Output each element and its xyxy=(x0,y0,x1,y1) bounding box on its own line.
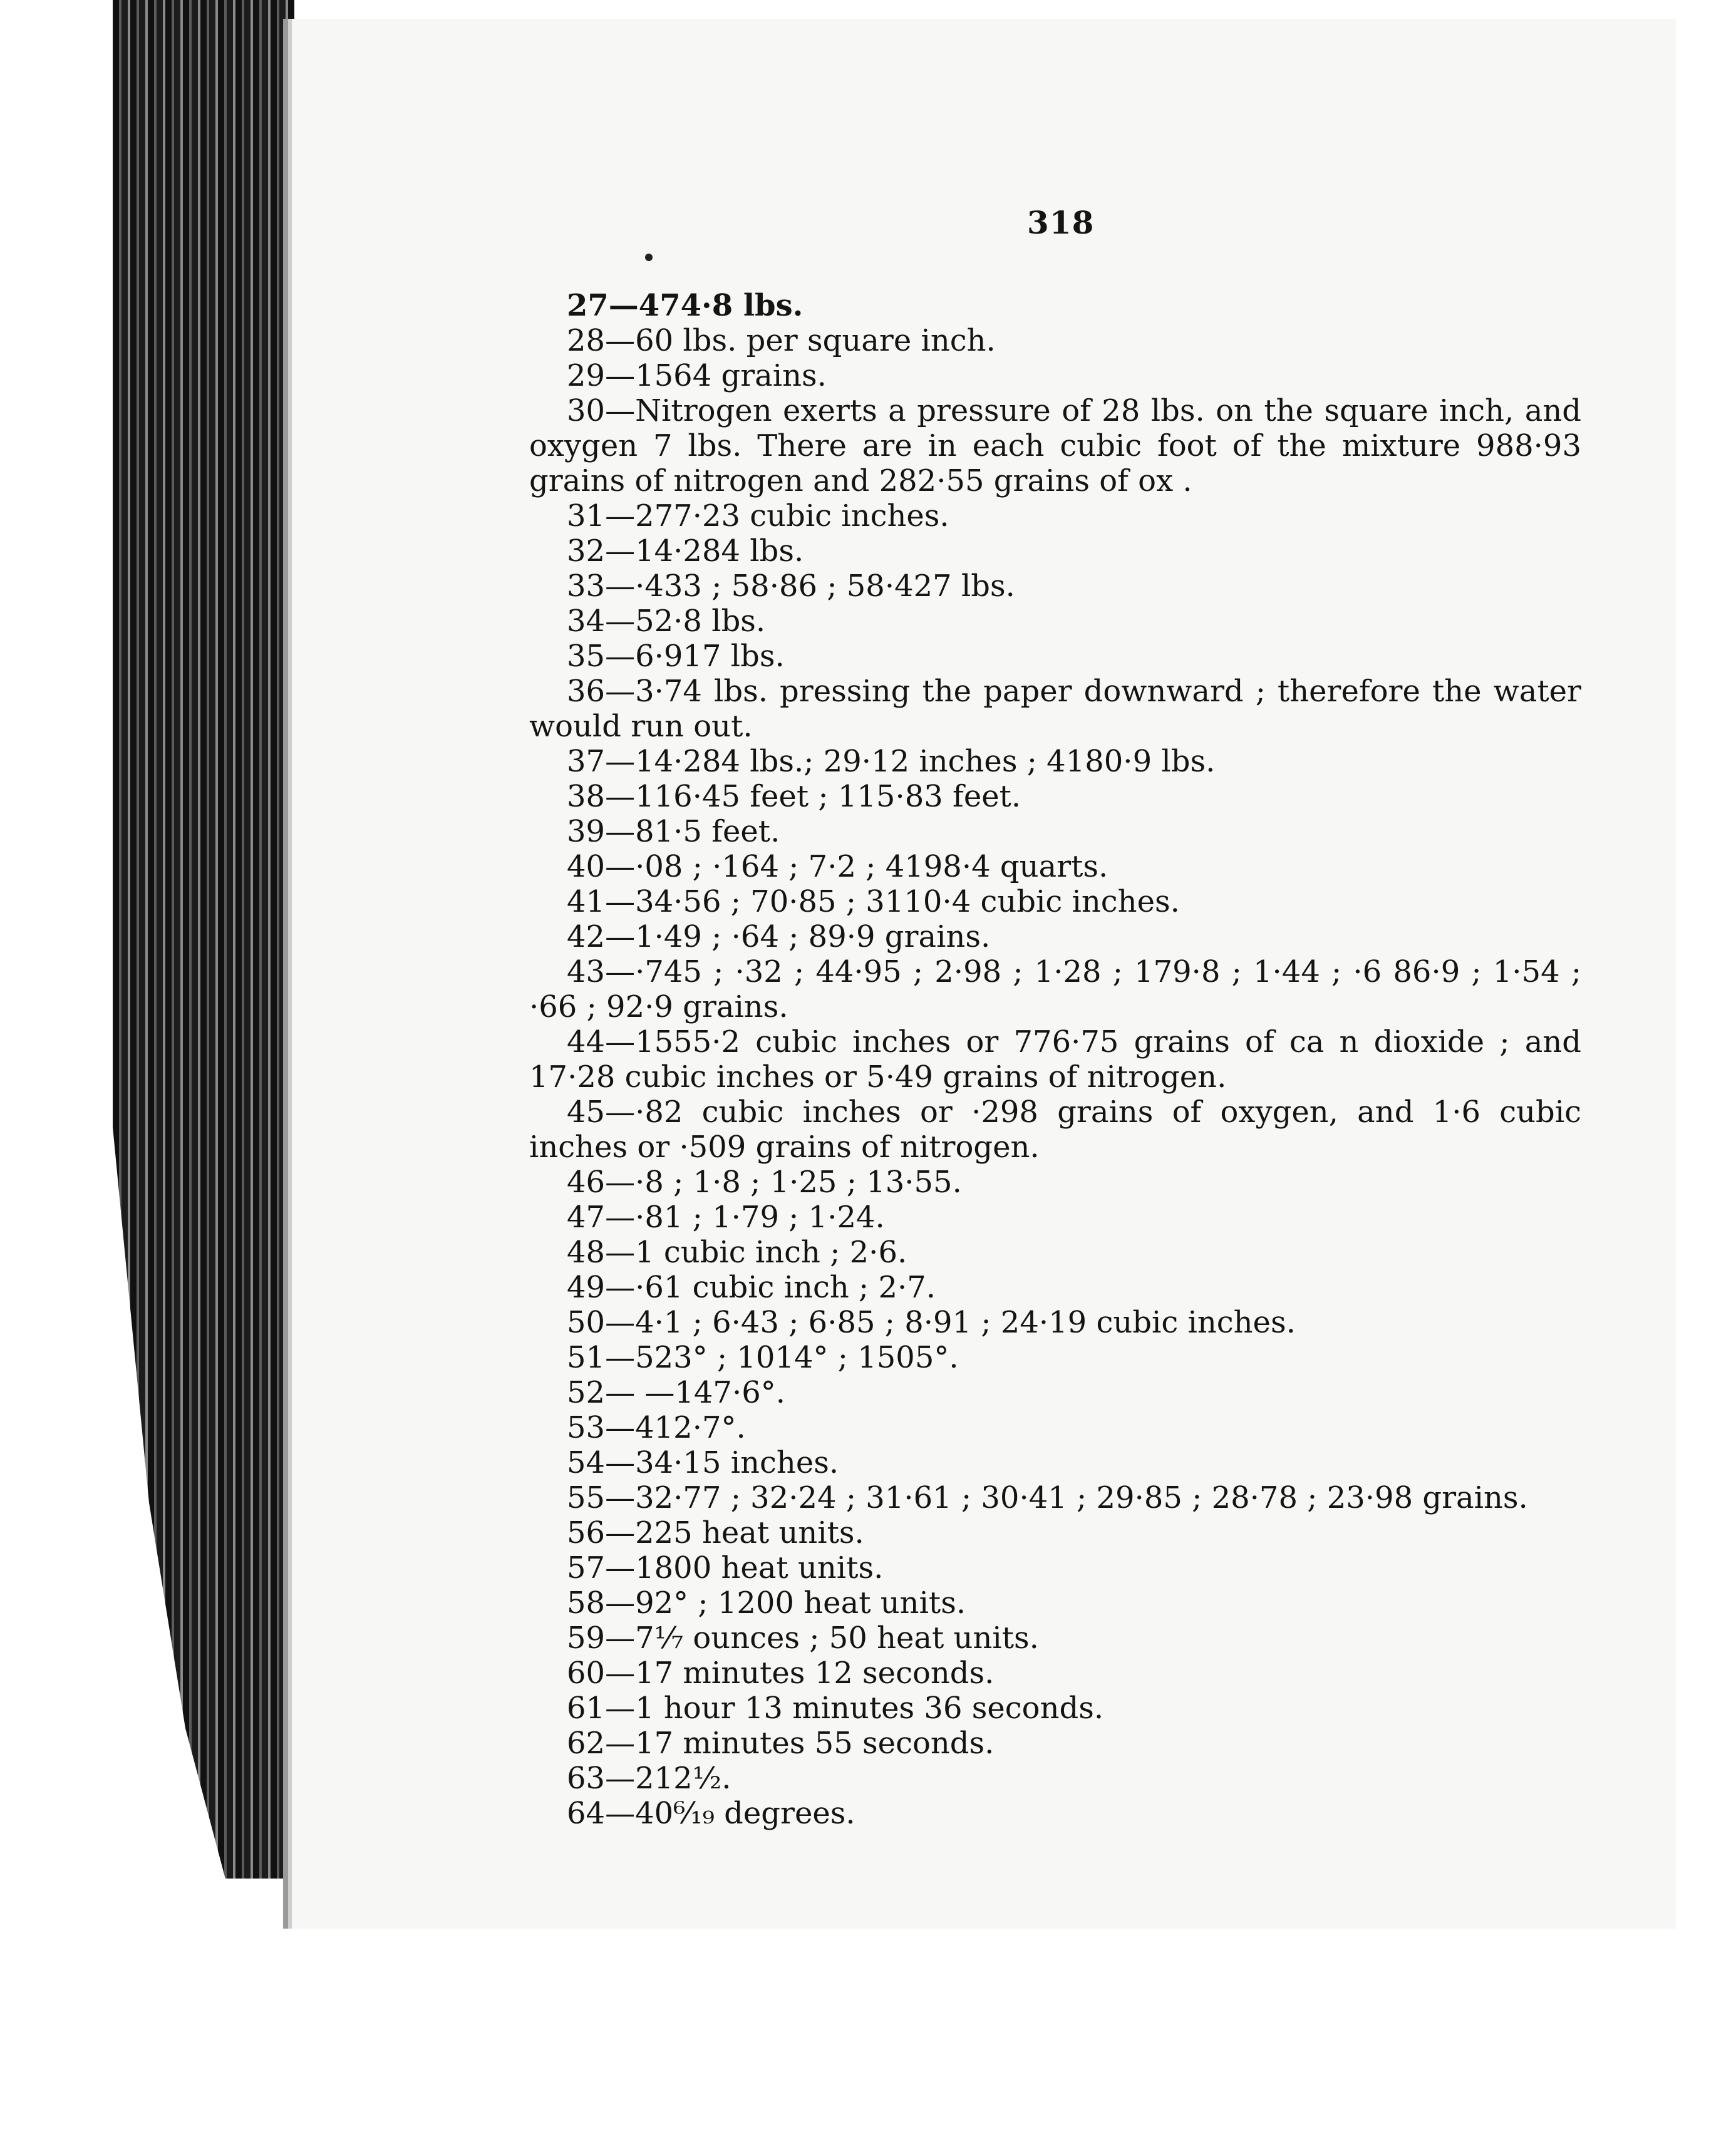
answer-item: 63—212½. xyxy=(567,1761,731,1796)
answer-item: 64—40⁶⁄₁₉ degrees. xyxy=(567,1796,855,1831)
print-speck xyxy=(645,254,653,261)
answer-item: 50—4·1 ; 6·43 ; 6·85 ; 8·91 ; 24·19 cubic inches. xyxy=(567,1305,1296,1340)
answer-item: 46—·8 ; 1·8 ; 1·25 ; 13·55. xyxy=(567,1165,962,1200)
answer-item: 58—92° ; 1200 heat units. xyxy=(567,1585,966,1621)
page-number: 318 xyxy=(1027,204,1095,241)
answer-item: 53—412·7°. xyxy=(567,1410,746,1445)
answer-item: 40—·08 ; ·164 ; 7·2 ; 4198·4 quarts. xyxy=(567,849,1108,884)
answer-item: 51—523° ; 1014° ; 1505°. xyxy=(567,1340,959,1375)
answer-item: 32—14·284 lbs. xyxy=(567,534,804,569)
answer-item: 34—52·8 lbs. xyxy=(567,604,766,639)
answer-item: 56—225 heat units. xyxy=(567,1515,864,1550)
answer-item: 59—7⅐ ounces ; 50 heat units. xyxy=(567,1621,1039,1656)
answer-item: 52— —147·6°. xyxy=(567,1375,786,1410)
answer-item: 47—·81 ; 1·79 ; 1·24. xyxy=(567,1200,885,1235)
answer-item: 36—3·74 lbs. pressing the paper downward ; therefore the water would run out. xyxy=(529,674,1581,744)
answer-item: 29—1564 grains. xyxy=(567,358,827,393)
answer-item: 38—116·45 feet ; 115·83 feet. xyxy=(567,779,1021,814)
answer-item: 55—32·77 ; 32·24 ; 31·61 ; 30·41 ; 29·85 ; 28·78 ; 23·98 grains. xyxy=(567,1480,1528,1515)
answer-item: 37—14·284 lbs.; 29·12 inches ; 4180·9 lbs. xyxy=(567,744,1216,779)
answer-item: 54—34·15 inches. xyxy=(567,1445,839,1480)
answer-list xyxy=(529,288,1581,1831)
answer-item: 45—·82 cubic inches or ·298 grains of oxygen, and 1·6 cubic inches or ·509 grains of nitrogen. xyxy=(529,1095,1581,1165)
answer-item: 60—17 minutes 12 seconds. xyxy=(567,1656,995,1691)
book-page-edges xyxy=(113,0,294,1879)
answer-item: 48—1 cubic inch ; 2·6. xyxy=(567,1235,907,1270)
answer-item: 44—1555·2 cubic inches or 776·75 grains of ca n dioxide ; and 17·28 cubic inches or 5·49 grains of nitrogen. xyxy=(529,1024,1581,1095)
answer-item: 42—1·49 ; ·64 ; 89·9 grains. xyxy=(567,919,991,954)
answer-item: 39—81·5 feet. xyxy=(567,814,780,849)
answer-item: 61—1 hour 13 minutes 36 seconds. xyxy=(567,1691,1104,1726)
answer-item: 33—·433 ; 58·86 ; 58·427 lbs. xyxy=(567,569,1015,604)
answer-item: 31—277·23 cubic inches. xyxy=(567,498,949,534)
answer-item: 27—474·8 lbs. xyxy=(567,288,803,323)
answer-item: 41—34·56 ; 70·85 ; 3110·4 cubic inches. xyxy=(567,884,1180,919)
answer-item: 30—Nitrogen exerts a pressure of 28 lbs. on the square inch, and oxygen 7 lbs. There are in each cubic foot of the mixture 988·93 grains of nitrogen and 282·55 grains of ox . xyxy=(529,393,1581,498)
answer-item: 49—·61 cubic inch ; 2·7. xyxy=(567,1270,936,1305)
answer-item: 57—1800 heat units. xyxy=(567,1550,884,1585)
answer-item: 28—60 lbs. per square inch. xyxy=(567,323,996,358)
answer-item: 62—17 minutes 55 seconds. xyxy=(567,1726,995,1761)
answer-item: 43—·745 ; ·32 ; 44·95 ; 2·98 ; 1·28 ; 179·8 ; 1·44 ; ·6 86·9 ; 1·54 ; ·66 ; 92·9 grains. xyxy=(529,954,1581,1024)
answer-item: 35—6·917 lbs. xyxy=(567,639,785,674)
